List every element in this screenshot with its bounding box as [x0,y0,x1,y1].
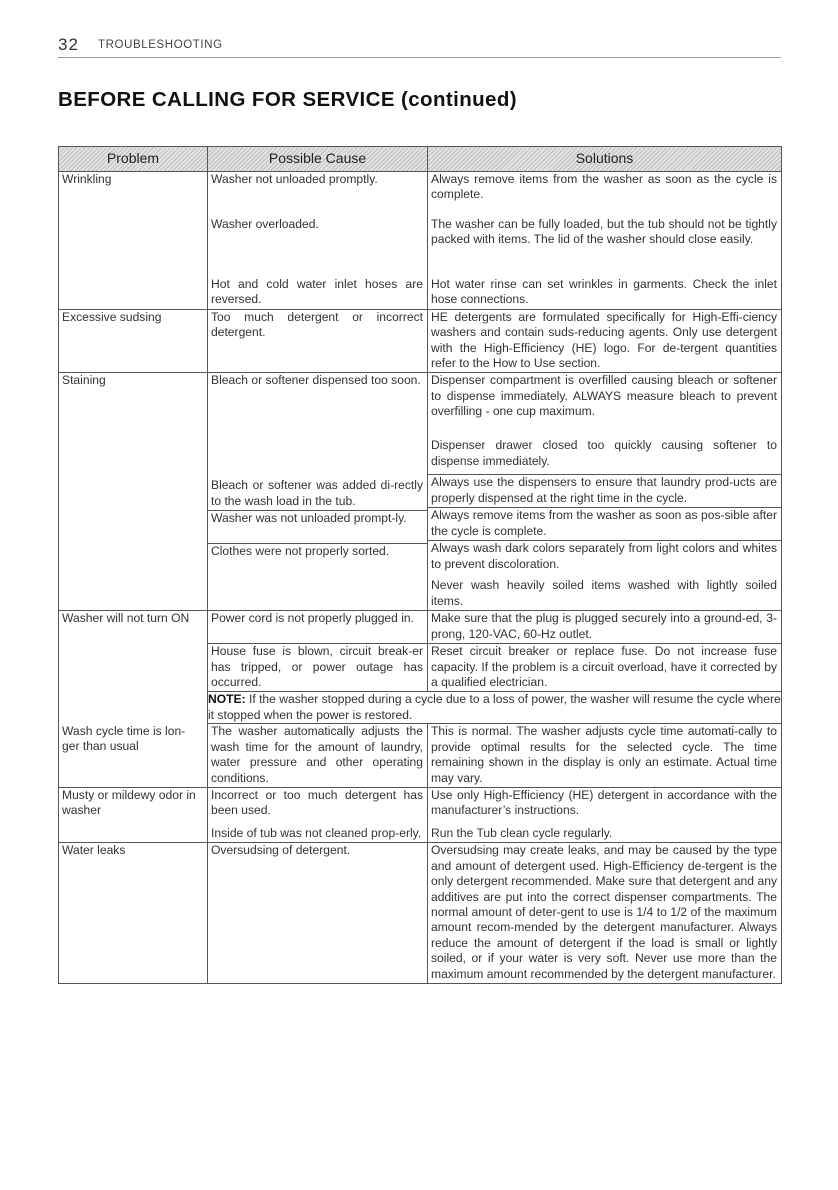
cause-text: House fuse is blown, circuit break-er has tripped, or power outage has occurred. [208,644,427,692]
table-row-washer-will-not-turn-on [59,611,782,693]
solution-text: Dispenser compartment is overfilled causing bleach or softener to dispense immediately. ALWAYS measure bleach to prevent overfilling - one cup maximum. [431,373,777,419]
note-label: NOTE: [208,692,246,707]
cause-text: The washer automatically adjusts the wash time for the amount of laundry, water pressure and other operating conditions. [211,724,423,785]
solution-text: Always remove items from the washer as soon as pos-sible after the cycle is complete. [428,508,781,541]
page-header [58,35,781,58]
cause-text: Hot and cold water inlet hoses are reversed. [211,277,423,307]
problem-cell-empty [59,692,208,723]
table-row-wrinkling [59,172,782,310]
solution-cell [428,373,782,611]
problem-cell: Washer will not turn ON [59,611,208,693]
column-header-possible-cause: Possible Cause [208,147,428,172]
cause-text: Oversudsing of detergent. [211,843,351,858]
cause-cell [208,611,428,693]
column-header-solutions: Solutions [428,147,782,172]
solution-text: Run the Tub clean cycle regularly. [431,825,613,840]
solution-text: This is normal. The washer adjusts cycle time automati-cally to provide optimal results for the selected cycle. The time remaining shown in the display is only an estimate. Actual time may vary. [431,724,777,785]
solution-cell [428,309,782,373]
solution-text: The washer can be fully loaded, but the tub should not be tightly packed with items. The lid of the washer should close easily. [431,217,777,247]
table-row-excessive-sudsing [59,309,782,373]
table-row-staining [59,373,782,611]
solution-cell [428,172,782,310]
problem-cell: Excessive sudsing [59,309,208,373]
cause-text: Washer overloaded. [211,217,319,231]
cause-cell [208,172,428,310]
cause-text: Bleach or softener dispensed too soon. [211,373,421,388]
troubleshooting-table [58,146,782,984]
cause-text: Clothes were not properly sorted. [211,544,390,559]
solution-cell [428,724,782,788]
problem-cell: Musty or mildewy odor in washer [59,787,208,842]
problem-cell: Staining [59,373,208,611]
cause-text: Incorrect or too much detergent has been used. [211,787,423,818]
solution-cell [428,843,782,984]
solution-text: Hot water rinse can set wrinkles in garments. Check the inlet hose connections. [431,277,777,307]
note-cell [208,692,782,723]
cause-cell [208,309,428,373]
note-text: If the washer stopped during a cycle due to a loss of power, the washer will resume the cycle where it stopped when the power is restored. [208,692,781,722]
solution-text: Oversudsing may create leaks, and may be caused by the type and amount of detergent used. High-Efficiency de-tergent is the only detergent recommended. Make sure that detergent and any additives are put into the correct dispenser compartments. The normal amount of deter-gent to use is 1/4 to 1/2 of the maximum amount recom-mended by the detergent manufacturer. Always reduce the amount of detergent if the load is small or lightly soiled, or if your water is very soft. Never use more than the maximum amount recommended by the detergent manufacturer. [431,843,777,981]
solution-cell [428,787,782,842]
column-header-problem: Problem [59,147,208,172]
cause-text: Washer not unloaded promptly. [211,172,378,186]
solution-text: HE detergents are formulated specifically for High-Effi-ciency washers and contain suds-reducing agents. Only use detergent with the High-Efficiency (HE) logo. For de-tergent quantities refer to the How to Use section. [431,309,777,371]
cause-text: Power cord is not properly plugged in. [208,611,427,644]
page-number: 32 [58,35,79,54]
solution-text: Reset circuit breaker or replace fuse. Do not increase fuse capacity. If the problem is a circuit overload, have it corrected by a qualified electrician. [428,644,781,692]
section-name: TROUBLESHOOTING [98,39,223,51]
cause-cell [208,724,428,788]
solution-text: Always wash dark colors separately from light colors and whites to prevent discoloration. [431,541,777,571]
solution-text: Always remove items from the washer as soon as the cycle is complete. [431,172,777,202]
cause-cell [208,787,428,842]
table-header-row [59,147,782,172]
solution-cell [428,611,782,693]
solution-text: Make sure that the plug is plugged securely into a ground-ed, 3-prong, 120-VAC, 60-Hz outlet. [428,611,781,644]
page-title: BEFORE CALLING FOR SERVICE (continued) [58,88,517,111]
solution-text: Use only High-Efficiency (HE) detergent in accordance with the manufacturer’s instructions. [431,787,777,818]
problem-cell: Wrinkling [59,172,208,310]
solution-text: Never wash heavily soiled items washed with lightly soiled items. [431,578,777,608]
problem-cell: Wash cycle time is lon-ger than usual [59,724,208,788]
solution-text: Always use the dispensers to ensure that laundry prod-ucts are properly dispensed at the right time in the cycle. [428,475,781,508]
solution-text: Dispenser drawer closed too quickly causing softener to dispense immediately. [428,438,781,475]
table-row-power-note [59,692,782,723]
cause-cell [208,373,428,611]
cause-text: Too much detergent or incorrect detergent. [211,309,423,340]
problem-cell: Water leaks [59,843,208,984]
cause-text: Washer was not unloaded prompt-ly. [208,511,427,544]
cause-text: Bleach or softener was added di-rectly to the wash load in the tub. [208,478,427,511]
cause-text: Inside of tub was not cleaned prop-erly. [211,825,422,840]
table-row-water-leaks [59,843,782,984]
table-row-musty-odor [59,787,782,842]
cause-cell [208,843,428,984]
table-row-wash-cycle-time [59,724,782,788]
